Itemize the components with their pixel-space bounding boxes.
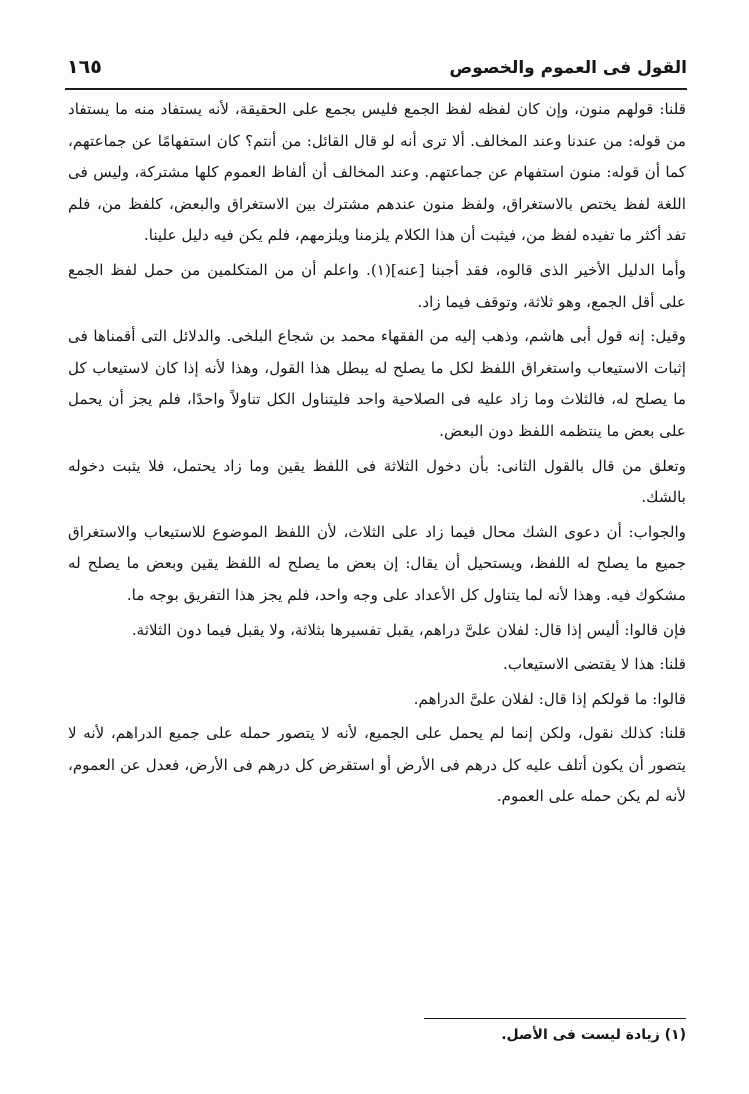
body-text <box>68 94 686 813</box>
paragraph-5: والجواب: أن دعوى الشك محال فيما زاد على الثلاث، لأن اللفظ الموضوع للاستيعاب والاستغراق جميع ما يصلح له اللفظ، ويستحيل أن يقال: إن بعض ما يصلح له اللفظ يقين وبعض ما يصلح له مشكوك فيه. وهذا لأنه لما يتناول كل الأعداد على وجه واحد، فلم يجز هذا التفريق بوجه ما. <box>68 522 686 604</box>
paragraph-6: فإن قالوا: أليس إذا قال: لفلان علىَّ دراهم، يقبل تفسيرها بثلاثة، ولا يقبل فيما دون الثلاثة. <box>131 620 686 639</box>
paragraph-2: وأما الدليل الأخير الذى قالوه، فقد أجبنا [عنه](١). واعلم أن من المتكلمين من حمل لفظ الجمع على أقل الجمع، وهو ثلاثة، وتوقف فيما زاد. <box>68 260 686 311</box>
paragraph-3: وقيل: إنه قول أبى هاشم، وذهب إليه من الفقهاء محمد بن شجاع البلخى. والدلائل التى أقمناها فى إثبات الاستيعاب واستغراق اللفظ لكل ما يصلح له يبطل هذا القول، وهذا لأنه إذا كان لاستيعاب كل ما يصلح له، فالثلاث وما زاد عليه فى الصلاحية واحد فليتناول الكل تناولاً واحدًا، فلم يجز أن يحمل على بعض ما ينتظمه اللفظ دون البعض. <box>68 327 686 440</box>
paragraph-1: قلنا: قولهم منون، وإن كان لفظه لفظ الجمع فليس بجمع على الحقيقة، لأنه يستفاد منه ما يستفاد من قوله: من عندنا وعند المخالف. ألا ترى أنه لو قال القائل: من أنتم؟ كان استفهامًا عن جماعتهم، كما أن قوله: منون استفهام عن جماعتهم. وعند المخالف أن ألفاظ العموم كلها مشتركة، وليس فى اللغة لفظ يختص بالاستغراق، ولفظ منون عندهم مشترك بين الاستغراق والبعض، كلفظ من، فلم تفد أكثر ما تفيده لفظ من، فيثبت أن هذا الكلام يلزمنا ويلزمهم، فلم يكن فيه دليل علينا. <box>68 100 686 245</box>
page-number: ١٦٥ <box>67 56 102 78</box>
header-rule <box>65 88 687 90</box>
footnote: (١) زيادة ليست فى الأصل. <box>501 1027 686 1043</box>
paragraph-7: قلنا: هذا لا يقتضى الاستيعاب. <box>503 655 686 674</box>
footnote-rule <box>424 1018 686 1019</box>
chapter-title: القول فى العموم والخصوص <box>449 58 687 78</box>
running-header <box>65 52 687 88</box>
paragraph-4: وتعلق من قال بالقول الثانى: بأن دخول الثلاثة فى اللفظ يقين وما زاد يحتمل، فلا يثبت دخوله بالشك. <box>68 456 686 507</box>
paragraph-9: قلنا: كذلك نقول، ولكن إنما لم يحمل على الجميع، لأنه لا يتصور حمله على جميع الدراهم، لأنه لا يتصور أن يكون أتلف عليه كل درهم فى الأرض أو استقرض كل درهم فى الأرض، فعدل عن العموم، لأنه لم يكن حمله على العموم. <box>68 724 686 806</box>
paragraph-8: قالوا: ما قولكم إذا قال: لفلان علىَّ الدراهم. <box>413 689 686 708</box>
